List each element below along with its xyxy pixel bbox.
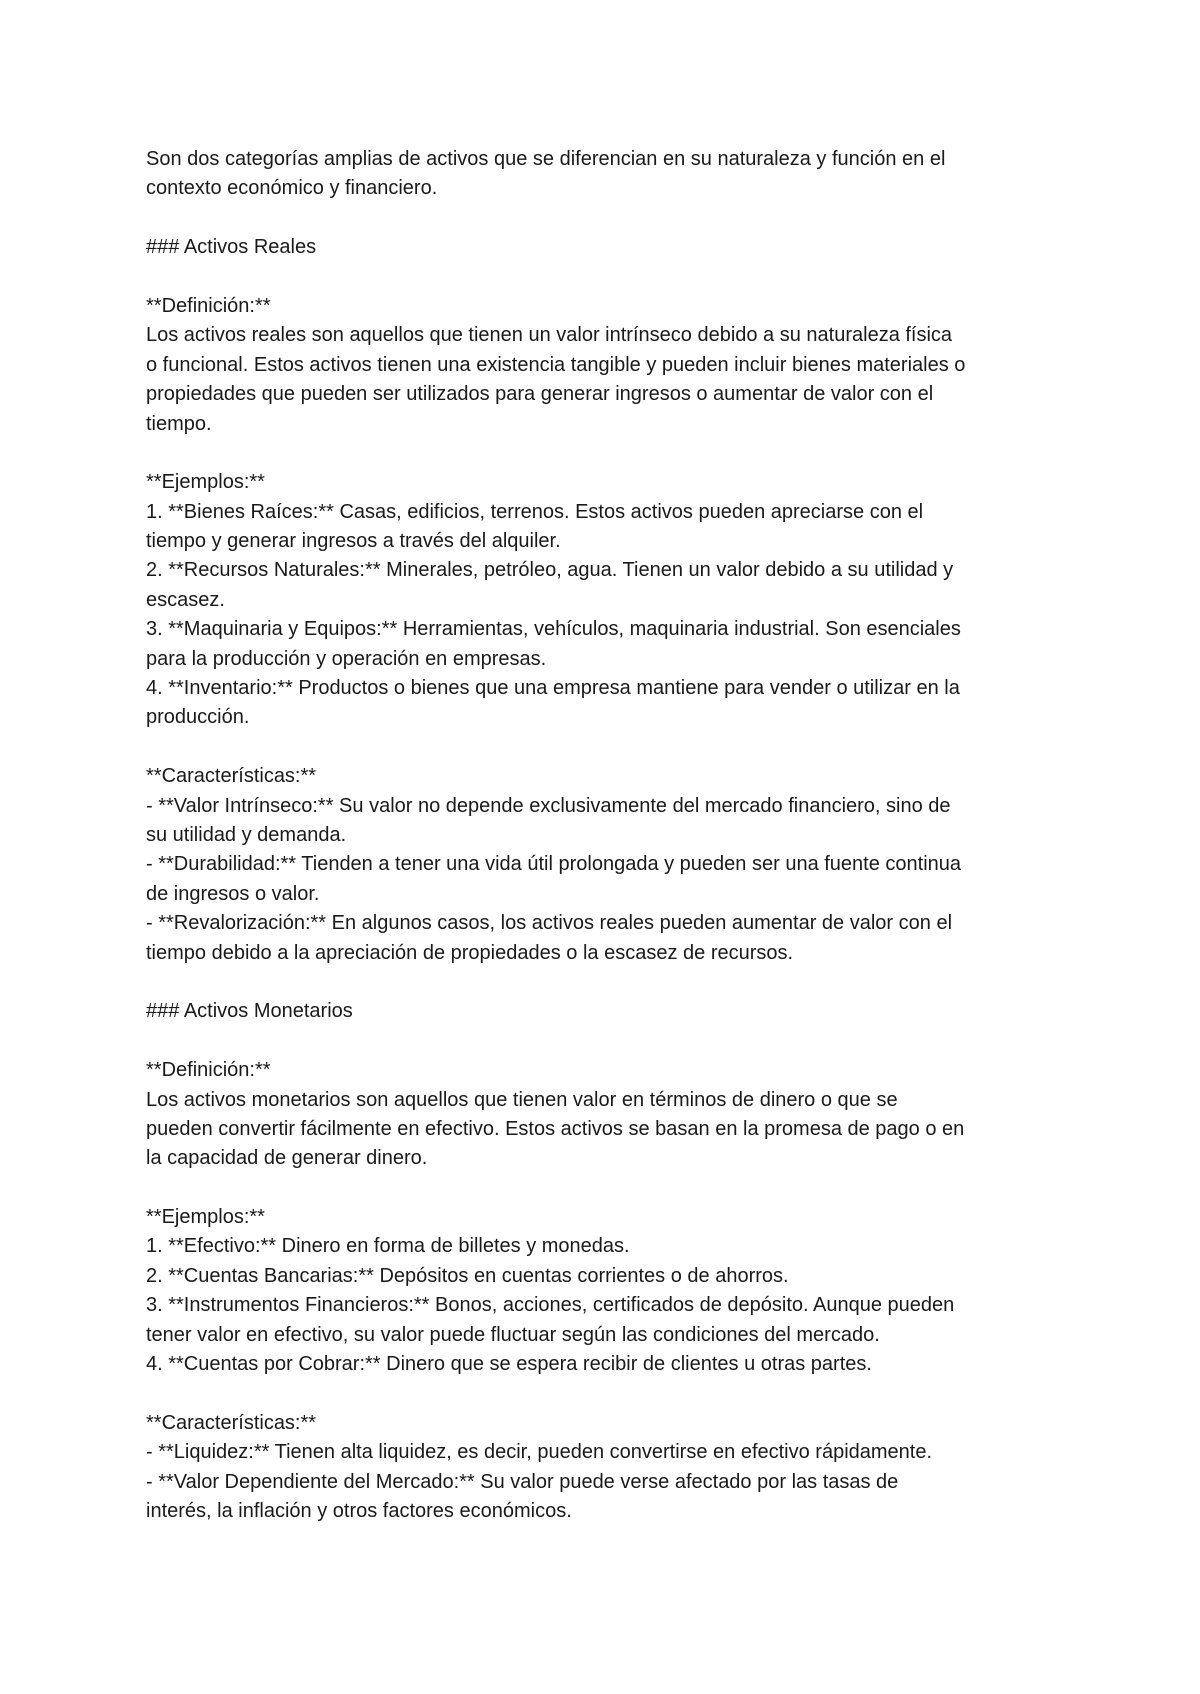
text-line: 1. **Bienes Raíces:** Casas, edificios, terrenos. Estos activos pueden apreciarse con el bbox=[146, 500, 924, 523]
text-line: **Características:** bbox=[146, 765, 317, 788]
paragraph bbox=[146, 762, 1076, 968]
text-line: **Ejemplos:** bbox=[146, 471, 265, 494]
text-line: tiempo debido a la apreciación de propiedades o la escasez de recursos. bbox=[146, 941, 794, 964]
text-line: 1. **Efectivo:** Dinero en forma de billetes y monedas. bbox=[146, 1235, 630, 1258]
text-line: 2. **Recursos Naturales:** Minerales, petróleo, agua. Tienen un valor debido a su utilidad y bbox=[146, 559, 954, 582]
paragraph-gap bbox=[146, 439, 1076, 468]
paragraph bbox=[146, 468, 1076, 733]
text-line: su utilidad y demanda. bbox=[146, 823, 347, 846]
text-line: tiempo y generar ingresos a través del alquiler. bbox=[146, 530, 561, 553]
text-line: - **Liquidez:** Tienen alta liquidez, es decir, pueden convertirse en efectivo rápidamente. bbox=[146, 1441, 933, 1464]
paragraph bbox=[146, 997, 1076, 1026]
paragraph bbox=[146, 1409, 1076, 1527]
text-line: **Características:** bbox=[146, 1411, 317, 1434]
text-line: 4. **Cuentas por Cobrar:** Dinero que se espera recibir de clientes u otras partes. bbox=[146, 1353, 872, 1376]
text-line: 3. **Maquinaria y Equipos:** Herramientas, vehículos, maquinaria industrial. Son esenciales bbox=[146, 618, 961, 641]
text-line: - **Durabilidad:** Tienden a tener una vida útil prolongada y pueden ser una fuente continua bbox=[146, 853, 962, 876]
text-line: **Definición:** bbox=[146, 294, 271, 317]
text-line: - **Valor Dependiente del Mercado:** Su valor puede verse afectado por las tasas de bbox=[146, 1470, 899, 1493]
text-line: pueden convertir fácilmente en efectivo. Estos activos se basan en la promesa de pago o en bbox=[146, 1117, 965, 1140]
paragraph-gap bbox=[146, 733, 1076, 762]
paragraph-gap bbox=[146, 1379, 1076, 1408]
text-line: para la producción y operación en empresas. bbox=[146, 647, 547, 670]
text-line: **Ejemplos:** bbox=[146, 1206, 265, 1229]
paragraph bbox=[146, 145, 1076, 204]
paragraph bbox=[146, 1203, 1076, 1379]
text-line: **Definición:** bbox=[146, 1059, 271, 1082]
text-line: tener valor en efectivo, su valor puede fluctuar según las condiciones del mercado. bbox=[146, 1323, 880, 1346]
paragraph-gap bbox=[146, 204, 1076, 233]
text-line: la capacidad de generar dinero. bbox=[146, 1147, 428, 1170]
text-line: o funcional. Estos activos tienen una existencia tangible y pueden incluir bienes materiales o bbox=[146, 353, 966, 376]
text-line: - **Revalorización:** En algunos casos, los activos reales pueden aumentar de valor con el bbox=[146, 912, 953, 935]
text-line: interés, la inflación y otros factores económicos. bbox=[146, 1499, 572, 1522]
text-line: de ingresos o valor. bbox=[146, 882, 320, 905]
text-line: producción. bbox=[146, 706, 250, 729]
text-line: escasez. bbox=[146, 588, 225, 611]
text-line: tiempo. bbox=[146, 412, 212, 435]
text-line: 3. **Instrumentos Financieros:** Bonos, acciones, certificados de depósito. Aunque pueden bbox=[146, 1294, 955, 1317]
text-line: - **Valor Intrínseco:** Su valor no depende exclusivamente del mercado financiero, sino de bbox=[146, 794, 951, 817]
paragraph-gap bbox=[146, 1174, 1076, 1203]
paragraph bbox=[146, 233, 1076, 262]
paragraph-gap bbox=[146, 968, 1076, 997]
text-line: 2. **Cuentas Bancarias:** Depósitos en cuentas corrientes o de ahorros. bbox=[146, 1264, 789, 1287]
text-line: contexto económico y financiero. bbox=[146, 177, 438, 200]
text-line: 4. **Inventario:** Productos o bienes que una empresa mantiene para vender o utilizar en la bbox=[146, 677, 960, 700]
document-page bbox=[146, 145, 1076, 1526]
text-line: Son dos categorías amplias de activos que se diferencian en su naturaleza y función en el bbox=[146, 148, 946, 170]
paragraph bbox=[146, 292, 1076, 439]
paragraph-gap bbox=[146, 1027, 1076, 1056]
text-line: Los activos monetarios son aquellos que tienen valor en términos de dinero o que se bbox=[146, 1088, 898, 1111]
paragraph bbox=[146, 1056, 1076, 1174]
text-line: Los activos reales son aquellos que tienen un valor intrínseco debido a su naturaleza física bbox=[146, 324, 953, 347]
text-line: ### Activos Reales bbox=[146, 236, 317, 259]
paragraph-gap bbox=[146, 263, 1076, 292]
text-line: propiedades que pueden ser utilizados para generar ingresos o aumentar de valor con el bbox=[146, 383, 934, 406]
text-line: ### Activos Monetarios bbox=[146, 1000, 353, 1023]
